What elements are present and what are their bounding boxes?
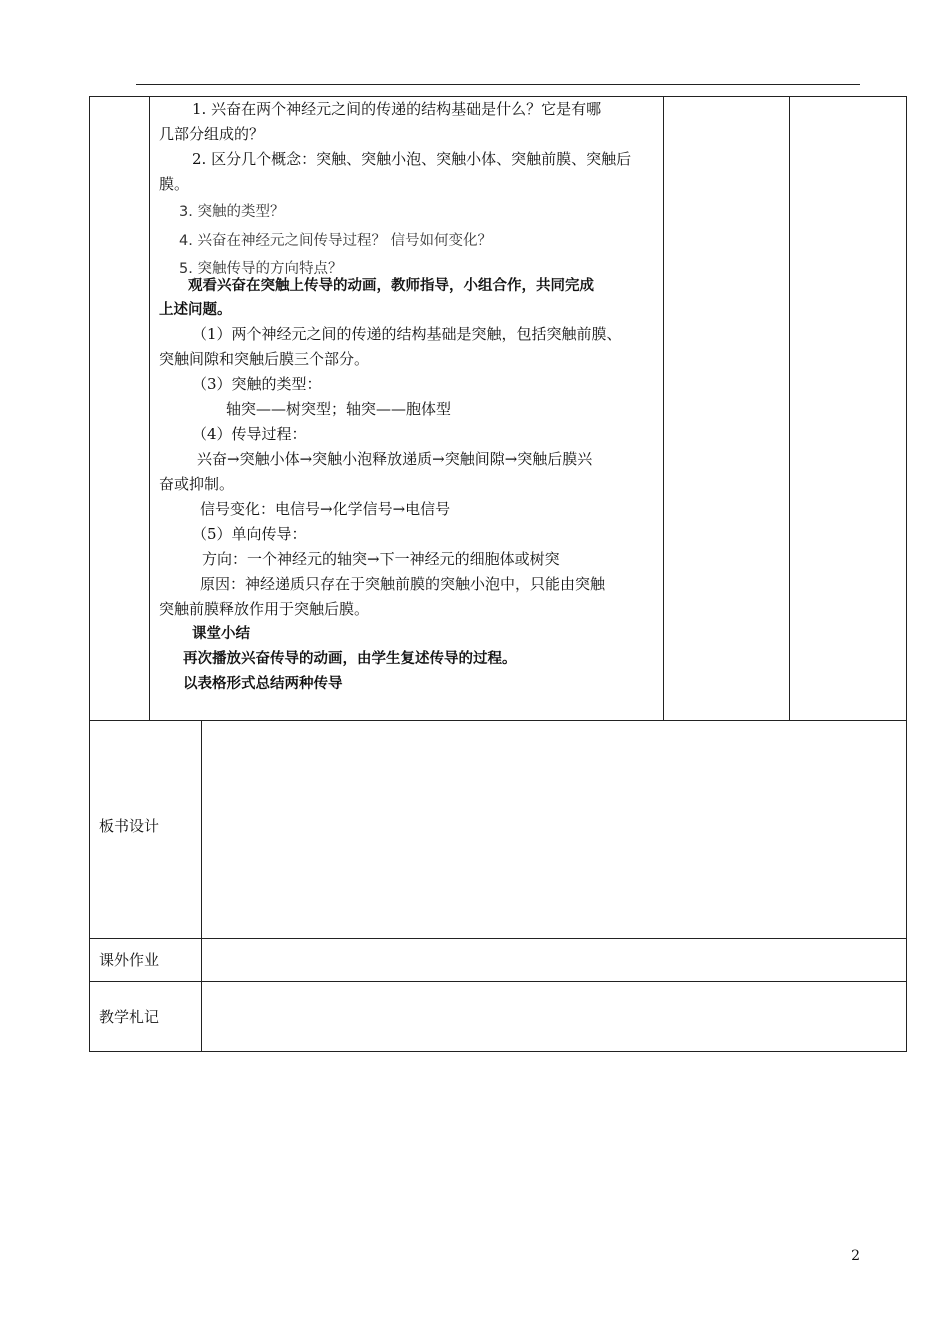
page-number: 2 — [851, 1248, 860, 1264]
answer-line: （3）突触的类型： — [192, 375, 322, 393]
teaching-notes-label: 教学札记 — [99, 1008, 160, 1026]
question-line: 1. 兴奋在两个神经元之间的传递的结构基础是什么？它是有哪 — [192, 100, 602, 118]
summary-title: 课堂小结 — [192, 626, 250, 642]
answer-line: （1）两个神经元之间的传递的结构基础是突触，包括突触前膜、 — [192, 325, 622, 343]
answer-line: （5）单向传导： — [192, 525, 307, 543]
homework-label: 课外作业 — [99, 951, 160, 969]
answer-line: 突触前膜释放作用于突触后膜。 — [159, 600, 370, 618]
question-line: 3. 突触的类型？ — [179, 204, 285, 220]
header-rule — [136, 84, 860, 85]
question-line: 4. 兴奋在神经元之间传导过程？ 信号如何变化？ — [179, 233, 493, 249]
answer-line: 突触间隙和突触后膜三个部分。 — [159, 350, 370, 368]
table-divider — [201, 720, 202, 1052]
answer-line: 轴突——树突型；轴突——胞体型 — [226, 400, 452, 418]
question-line: 2. 区分几个概念：突触、突触小泡、突触小体、突触前膜、突触后 — [192, 150, 632, 168]
activity-line: 观看兴奋在突触上传导的动画，教师指导，小组合作，共同完成 — [188, 278, 594, 294]
answer-line: （4）传导过程： — [192, 425, 307, 443]
summary-line: 再次播放兴奋传导的动画，由学生复述传导的过程。 — [183, 651, 517, 667]
activity-line: 上述问题。 — [159, 302, 232, 318]
table-divider — [149, 96, 150, 721]
table-divider — [89, 981, 907, 982]
table-divider — [663, 96, 664, 721]
answer-line: 方向：一个神经元的轴突→下一神经元的细胞体或树突 — [202, 550, 560, 568]
answer-line: 奋或抑制。 — [159, 475, 235, 493]
answer-line: 信号变化：电信号→化学信号→电信号 — [200, 500, 451, 518]
question-line: 5. 突触传导的方向特点？ — [179, 261, 343, 277]
answer-line: 兴奋→突触小体→突触小泡释放递质→突触间隙→突触后膜兴 — [197, 450, 593, 468]
question-line: 几部分组成的？ — [159, 125, 265, 143]
table-divider — [789, 96, 790, 721]
summary-line: 以表格形式总结两种传导 — [183, 676, 343, 692]
board-design-label: 板书设计 — [99, 817, 160, 835]
answer-line: 原因：神经递质只存在于突触前膜的突触小泡中，只能由突触 — [200, 575, 606, 593]
question-line: 膜。 — [159, 175, 190, 193]
lesson-table-lower — [89, 720, 907, 1052]
table-divider — [89, 938, 907, 939]
